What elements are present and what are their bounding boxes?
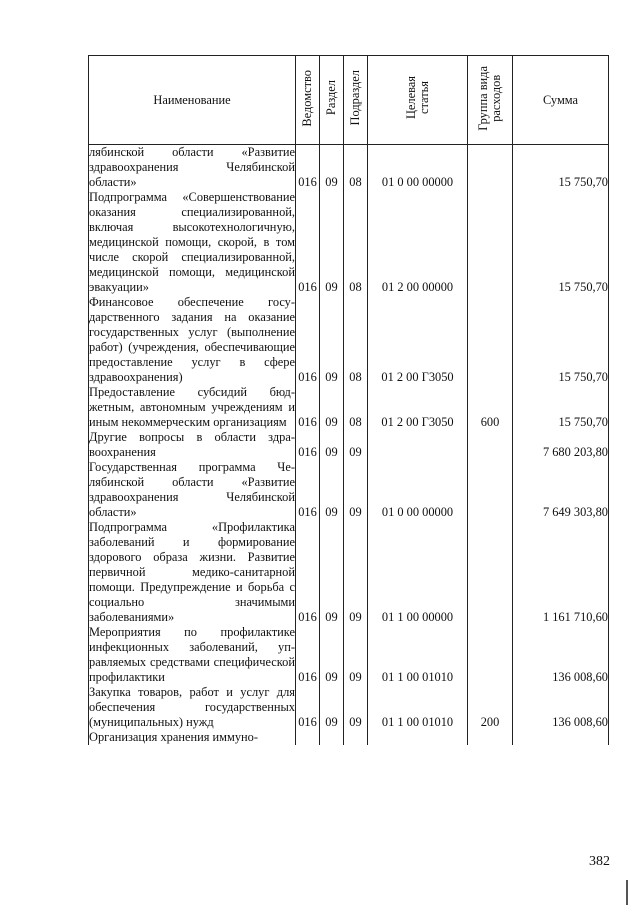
header-sum: Сумма [513, 56, 609, 145]
header-target: Целевая статья [368, 56, 468, 145]
budget-table [88, 55, 609, 745]
table-row: Организация хранения иммуно- [89, 730, 609, 745]
header-subsection: Подраздел [344, 56, 368, 145]
table-row: Подпрограмма «Профилактика заболеваний и формирование здорового образа жизни. Развитие первичной медико-санитарной помощи. Предупреждение и борьба с социально значимыми заболеваниями» 016 09 09 01 1 00 00000 1 161 710,60 [89, 520, 608, 624]
table-row: Другие вопросы в области здравоохранения 016 09 09 7 680 203,80 [89, 430, 608, 459]
table-row: Государственная программа Челябинской области «Развитие здравоохранения Челябинской области» 016 09 09 01 0 00 00000 7 649 303,80 [89, 460, 608, 519]
header-name: Наименование [89, 56, 296, 145]
header-dept: Ведомство [296, 56, 320, 145]
scan-edge-line [626, 880, 628, 905]
table-row: Мероприятия по профилактике инфекционных заболеваний, управляемых средствами специфической профилактики 016 09 09 01 1 00 01010 136 008,60 [89, 625, 608, 684]
header-section: Раздел [320, 56, 344, 145]
table-row: Подпрограмма «Совершенствование оказания специализированной, включая высокотехнологичную, медицинской помощи, скорой, в том числе скорой специализированной, медицинской помощи, медицинской эвакуации» 016 09 08 01 2 00 00000 15 750,70 [89, 190, 608, 294]
table-row: Предоставление субсидий бюджетным, автономным учреждениям и иным некоммерческим организациям 016 09 08 01 2 00 Г3050 600 15 750,70 [89, 385, 608, 429]
table-row: Финансовое обеспечение государственного задания на оказание государственных услуг (выполнение работ) (учреждения, обеспечивающие предоставление услуг в сфере здравоохранения) 016 09 08 01 2 00 Г3050 15 750,70 [89, 295, 608, 384]
table-row: лябинской области «Развитие здравоохранения Челябинской области» 016 09 08 01 0 00 00000 15 750,70 [89, 145, 608, 189]
header-row [89, 56, 609, 145]
page-number: 382 [589, 854, 610, 869]
header-group: Группа вида расходов [468, 56, 513, 145]
table-row: Закупка товаров, работ и услуг для обеспечения государственных (муниципальных) нужд 016 09 09 01 1 00 01010 200 136 008,60 [89, 685, 608, 729]
